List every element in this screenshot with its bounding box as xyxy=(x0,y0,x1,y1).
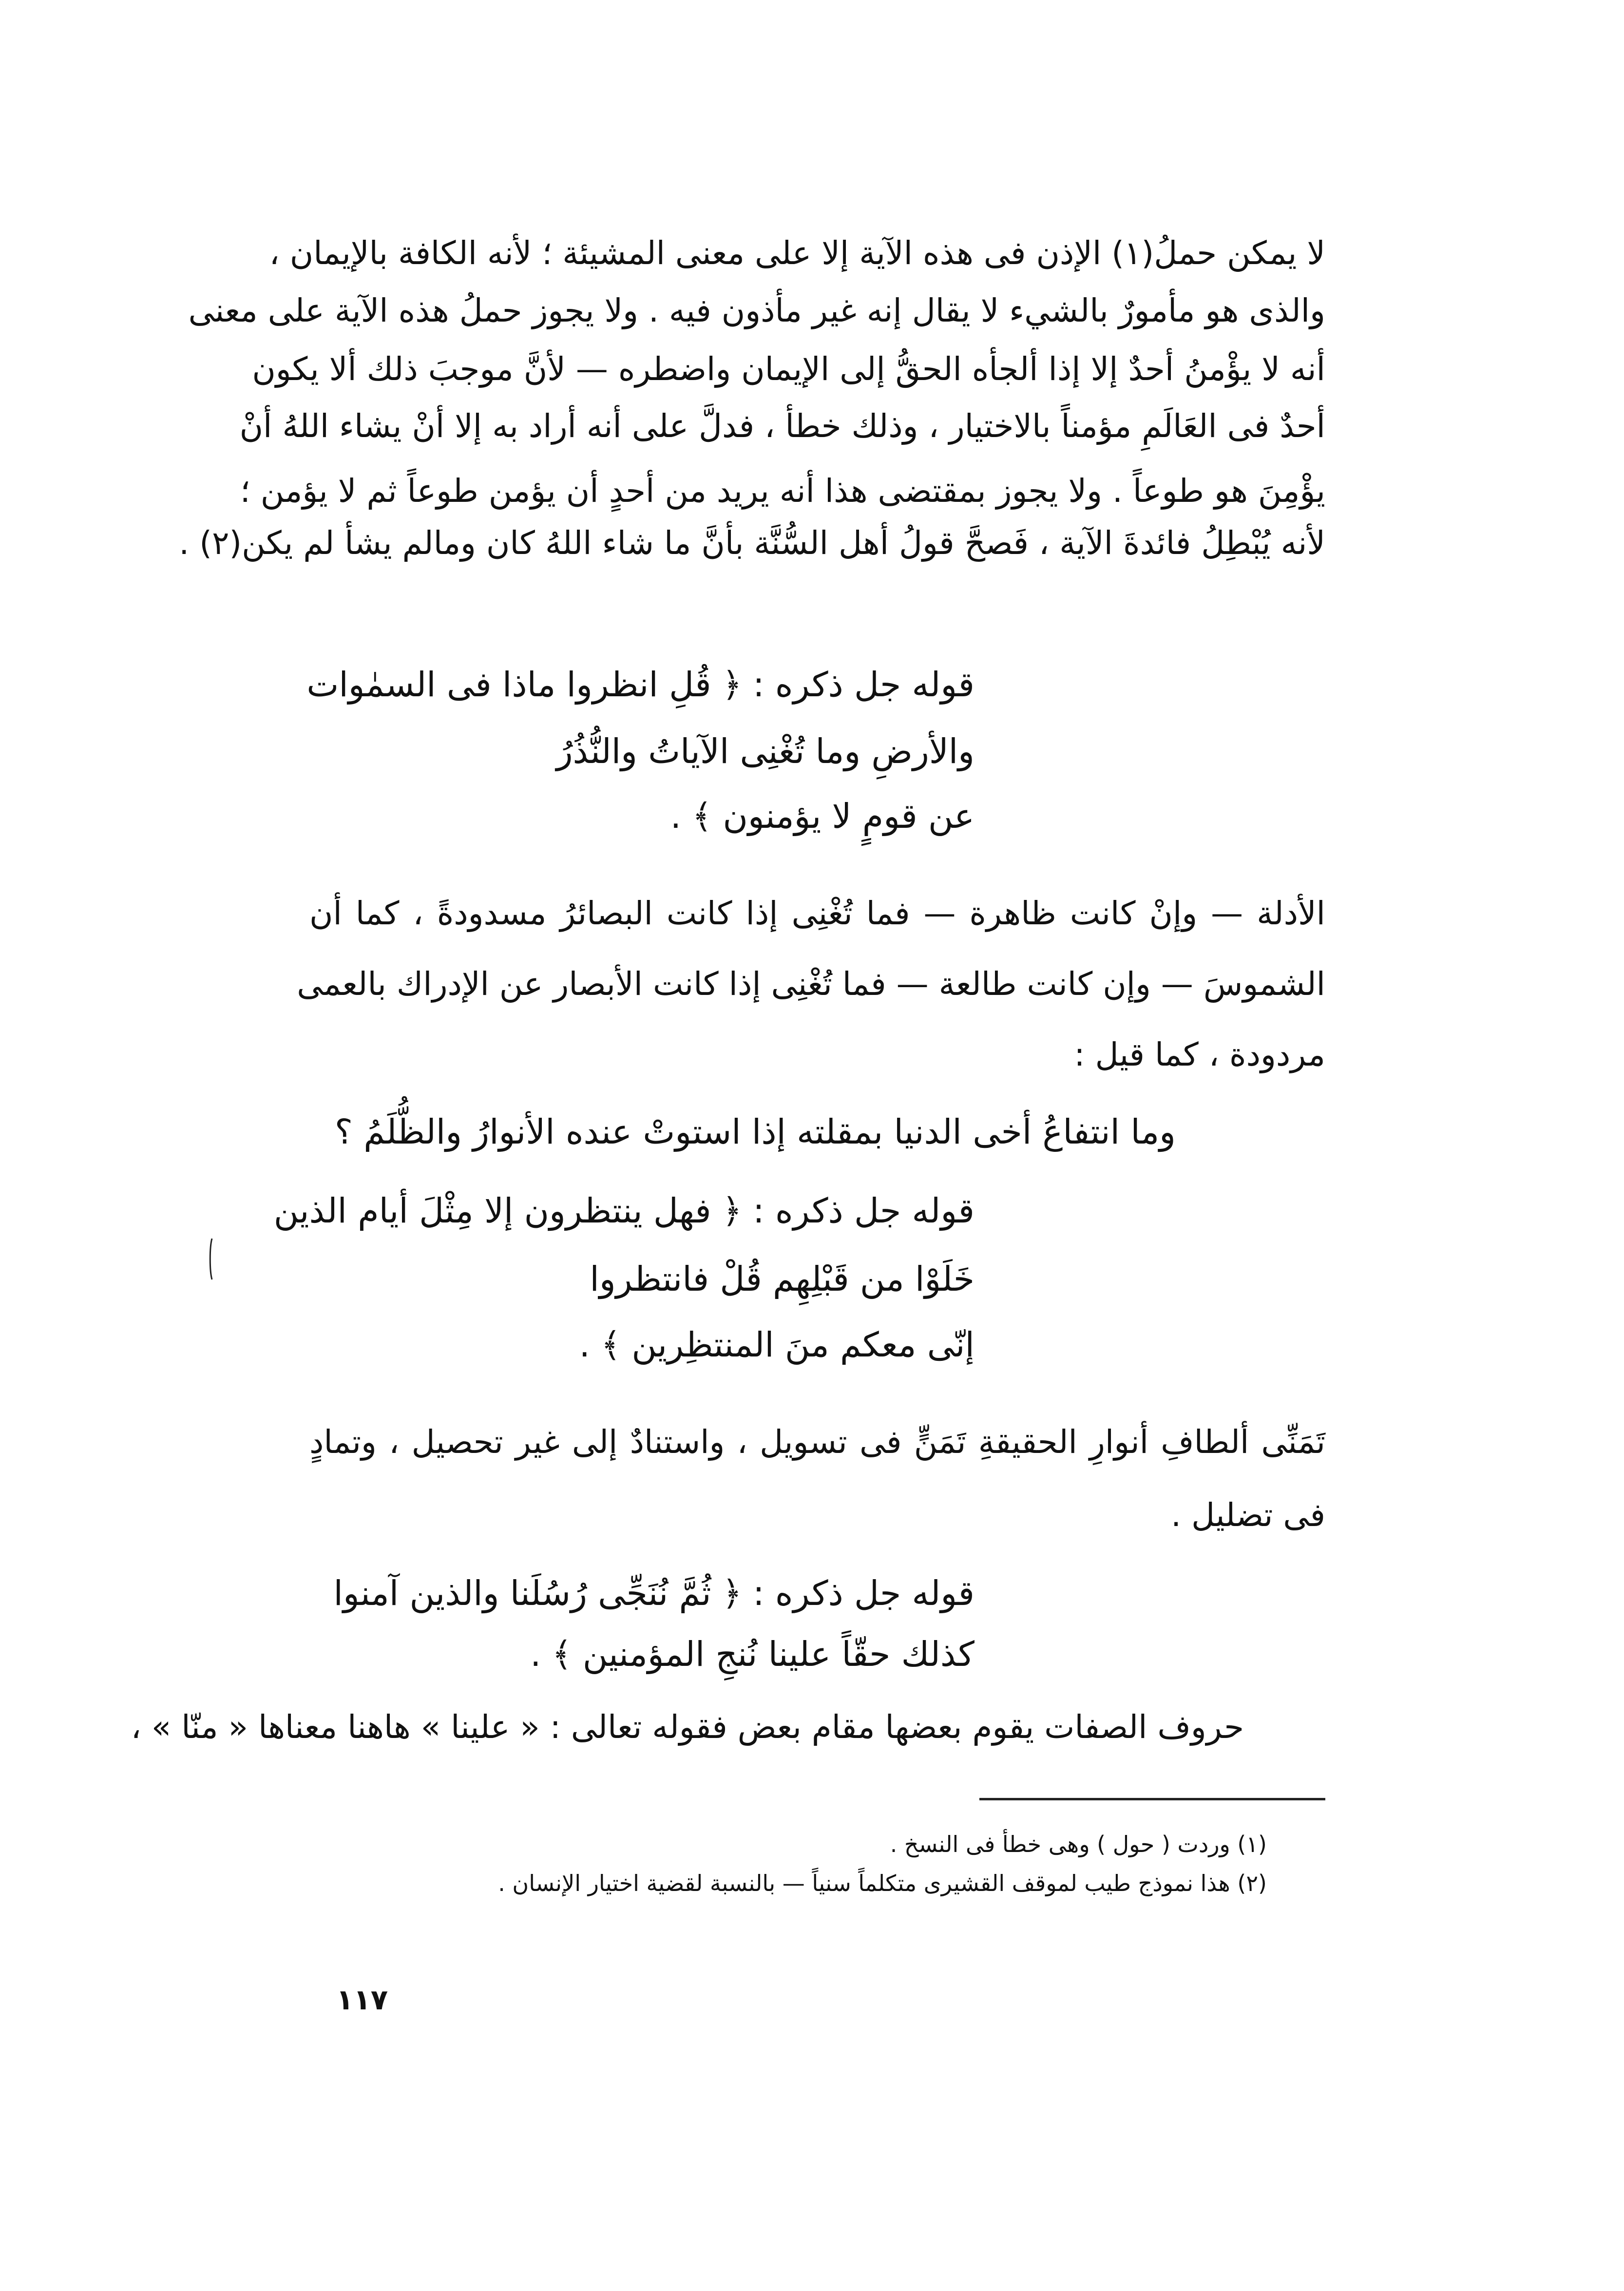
footnote-2: (٢) هذا نموذج طيب لموقف القشيرى متكلماً سنياً — بالنسبة لقضية اختيار الإنسان . xyxy=(498,1870,1267,1896)
paragraph-2-line-3: مردودة ، كما قيل : xyxy=(1074,1036,1325,1073)
paragraph-1-line-4: أحدٌ فى العَالَمِ مؤمناً بالاختيار ، وذلك خطأ ، فدلَّ على أنه أراد به إلا أنْ يشاء اللهُ أنْ xyxy=(239,407,1325,445)
paragraph-3-line-1: تَمَنِّى ألطافِ أنوارِ الحقيقةِ تَمَنٍّ فى تسويل ، واستنادٌ إلى غير تحصيل ، وتمادٍ xyxy=(309,1423,1325,1461)
paragraph-3-line-2: فى تضليل . xyxy=(1171,1496,1325,1534)
paragraph-2-line-1: الأدلة — وإنْ كانت ظاهرة — فما تُغْنِى إذا كانت البصائرُ مسدودةً ، كما أن xyxy=(309,895,1325,932)
footnote-1: (١) وردت ( حول ) وهى خطأ فى النسخ . xyxy=(890,1831,1267,1857)
paragraph-1-line-2: والذى هو مأمورٌ بالشيء لا يقال إنه غير مأذون فيه . ولا يجوز حملُ هذه الآية على معنى xyxy=(188,292,1325,329)
paragraph-1-line-1: لا يمكن حملُ(١) الإذن فى هذه الآية إلا على معنى المشيئة ؛ لأنه الكافة بالإيمان ، xyxy=(269,234,1325,272)
verse-heading-2-line-3: إنّى معكم منَ المنتظِرين ﴾ . xyxy=(579,1325,974,1365)
paragraph-1-line-3: أنه لا يؤْمنُ أحدٌ إلا إذا ألجأه الحقُّ إلى الإيمان واضطره — لأنَّ موجبَ ذلك ألا يكون xyxy=(252,350,1325,388)
verse-heading-3-line-1: قوله جل ذكره : ﴿ ثُمَّ نُنَجِّى رُسُلَنا والذين آمنوا xyxy=(333,1573,974,1613)
verse-heading-2-line-2: خَلَوْا من قَبْلِهِم قُلْ فانتظروا xyxy=(590,1259,974,1299)
verse-heading-1-line-3: عن قومٍ لا يؤمنون ﴾ . xyxy=(670,796,974,836)
verse-heading-2-line-1: قوله جل ذكره : ﴿ فهل ينتظرون إلا مِثْلَ أيام الذين xyxy=(273,1191,974,1231)
paragraph-1-line-6: لأنه يُبْطِلُ فائدةَ الآية ، فَصحَّ قولُ أهل السُّنَّة بأنَّ ما شاء اللهُ كان ومالم يشأ لم يكن(٢) . xyxy=(179,524,1325,562)
footnote-divider xyxy=(979,1798,1325,1800)
verse-heading-1-line-2: والأرضِ وما تُغْنِى الآياتُ والنُّذُرُ xyxy=(556,731,974,771)
paragraph-2-line-2: الشموسَ — وإن كانت طالعة — فما تُغْنِى إذا كانت الأبصار عن الإدراك بالعمى xyxy=(297,965,1325,1003)
poem-second-hemistich: إذا استوتْ عنده الأنوارُ والظُّلَمُ ؟ xyxy=(334,1112,786,1152)
paragraph-1-line-5: يؤْمِنَ هو طوعاً . ولا يجوز بمقتضى هذا أنه يريد من أحدٍ أن يؤمن طوعاً ثم لا يؤمن ؛ xyxy=(240,472,1325,510)
page-number: ١١٧ xyxy=(336,1983,388,2016)
margin-bracket-mark xyxy=(209,1238,213,1280)
verse-heading-3-line-2: كذلك حقّاً علينا نُنجِ المؤمنين ﴾ . xyxy=(530,1634,974,1674)
paragraph-4-line-1: حروف الصفات يقوم بعضها مقام بعض فقوله تعالى : « علينا » هاهنا معناها « منّا » ، xyxy=(131,1708,1244,1746)
poem-first-hemistich: وما انتفاعُ أخى الدنيا بمقلته xyxy=(797,1112,1176,1152)
verse-heading-1-line-1: قوله جل ذكره : ﴿ قُلِ انظروا ماذا فى السمٰوات xyxy=(306,665,974,705)
